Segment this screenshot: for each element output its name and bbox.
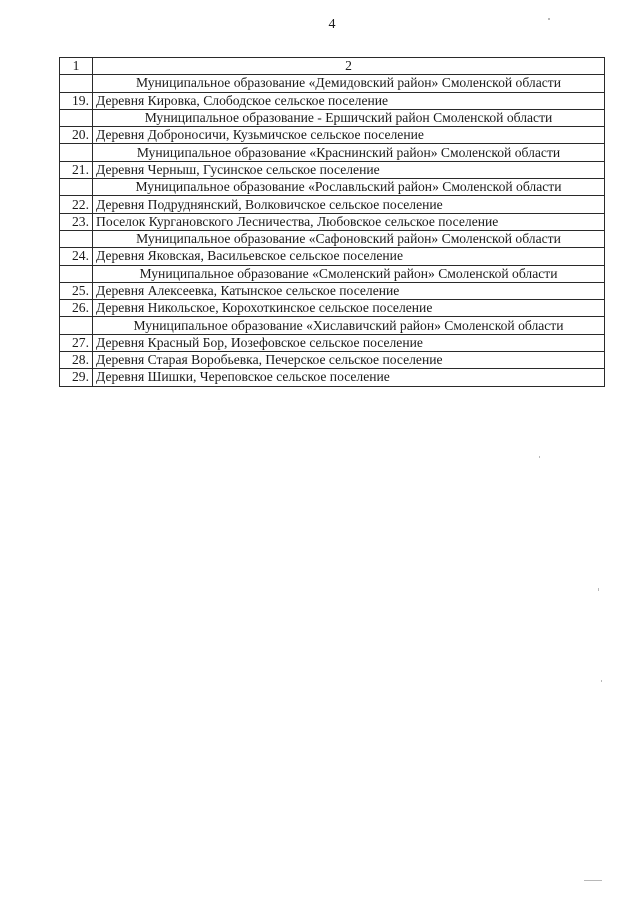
region-name: Муниципальное образование «Краснинский район» Смоленской области xyxy=(93,144,605,161)
table-header-row xyxy=(60,58,605,75)
row-number: 20. xyxy=(60,127,93,144)
row-number-cell xyxy=(60,230,93,247)
settlement-name: Деревня Шишки, Череповское сельское поселение xyxy=(93,369,605,386)
region-name: Муниципальное образование «Рославльский район» Смоленской области xyxy=(93,179,605,196)
settlement-row xyxy=(60,248,605,265)
settlement-name: Деревня Никольское, Корохоткинское сельское поселение xyxy=(93,300,605,317)
region-name: Муниципальное образование «Сафоновский район» Смоленской области xyxy=(93,230,605,247)
settlement-row xyxy=(60,213,605,230)
row-number: 21. xyxy=(60,161,93,178)
settlement-row xyxy=(60,369,605,386)
row-number-cell xyxy=(60,75,93,92)
region-name: Муниципальное образование «Хиславичский район» Смоленской области xyxy=(93,317,605,334)
settlement-row xyxy=(60,282,605,299)
row-number: 19. xyxy=(60,92,93,109)
row-number: 27. xyxy=(60,334,93,351)
settlement-row xyxy=(60,352,605,369)
settlement-name: Деревня Черныш, Гусинское сельское поселение xyxy=(93,161,605,178)
row-number: 23. xyxy=(60,213,93,230)
row-number-cell xyxy=(60,109,93,126)
settlement-row xyxy=(60,300,605,317)
region-name: Муниципальное образование - Ершичский район Смоленской области xyxy=(93,109,605,126)
row-number: 25. xyxy=(60,282,93,299)
region-name: Муниципальное образование «Смоленский район» Смоленской области xyxy=(93,265,605,282)
settlement-row xyxy=(60,334,605,351)
row-number-cell xyxy=(60,317,93,334)
settlement-name: Деревня Старая Воробьевка, Печерское сельское поселение xyxy=(93,352,605,369)
row-number: 22. xyxy=(60,196,93,213)
settlement-name: Поселок Кургановского Лесничества, Любовское сельское поселение xyxy=(93,213,605,230)
row-number-cell xyxy=(60,265,93,282)
scan-speck xyxy=(539,456,540,458)
settlement-row xyxy=(60,161,605,178)
row-number-cell xyxy=(60,179,93,196)
row-number: 29. xyxy=(60,369,93,386)
region-row xyxy=(60,317,605,334)
settlement-name: Деревня Подруднянский, Волковичское сельское поселение xyxy=(93,196,605,213)
region-name: Муниципальное образование «Демидовский район» Смоленской области xyxy=(93,75,605,92)
settlements-table xyxy=(59,57,605,387)
region-row xyxy=(60,179,605,196)
scan-speck xyxy=(584,880,602,881)
settlement-row xyxy=(60,127,605,144)
row-number: 26. xyxy=(60,300,93,317)
column-number-header: 1 xyxy=(60,58,93,75)
settlement-name: Деревня Доброносичи, Кузьмичское сельское поселение xyxy=(93,127,605,144)
row-number: 24. xyxy=(60,248,93,265)
row-number: 28. xyxy=(60,352,93,369)
region-row xyxy=(60,75,605,92)
settlement-row xyxy=(60,196,605,213)
region-row xyxy=(60,265,605,282)
column-name-header: 2 xyxy=(93,58,605,75)
scan-speck xyxy=(548,18,550,20)
region-row xyxy=(60,230,605,247)
region-row xyxy=(60,144,605,161)
settlement-name: Деревня Кировка, Слободское сельское поселение xyxy=(93,92,605,109)
settlement-row xyxy=(60,92,605,109)
scan-speck xyxy=(598,588,599,591)
settlement-name: Деревня Красный Бор, Иозефовское сельское поселение xyxy=(93,334,605,351)
scan-speck xyxy=(601,680,602,682)
settlement-name: Деревня Алексеевка, Катынское сельское поселение xyxy=(93,282,605,299)
region-row xyxy=(60,109,605,126)
row-number-cell xyxy=(60,144,93,161)
settlement-name: Деревня Яковская, Васильевское сельское поселение xyxy=(93,248,605,265)
page-number: 4 xyxy=(328,17,336,32)
